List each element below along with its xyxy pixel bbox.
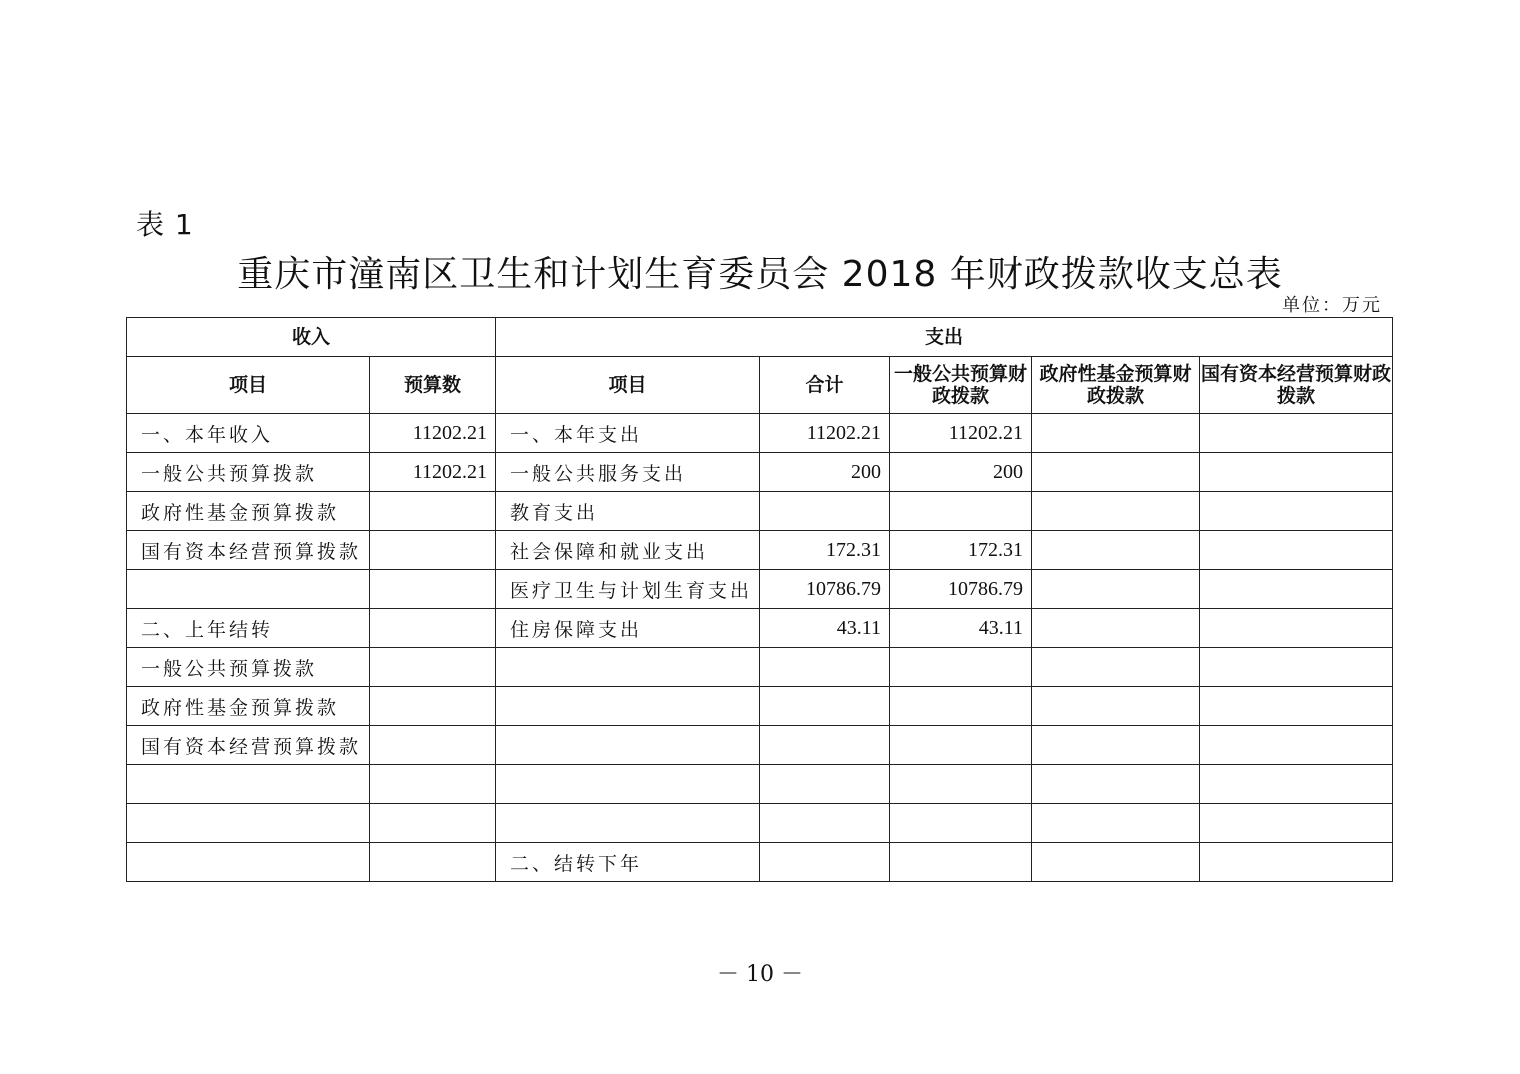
state-capital-cell — [1200, 726, 1393, 765]
expense-item-cell — [496, 765, 760, 804]
state-capital-cell — [1200, 648, 1393, 687]
table-row — [127, 648, 1393, 687]
income-item-cell: 国有资本经营预算拨款 — [127, 531, 370, 570]
expense-item-cell: 社会保障和就业支出 — [496, 531, 760, 570]
expense-item-cell: 住房保障支出 — [496, 609, 760, 648]
state-capital-cell — [1200, 765, 1393, 804]
expense-item-cell — [496, 726, 760, 765]
income-item-cell: 一、本年收入 — [127, 414, 370, 453]
expense-item-cell: 一般公共服务支出 — [496, 453, 760, 492]
total-cell — [760, 687, 890, 726]
income-item-cell — [127, 570, 370, 609]
income-budget-cell — [370, 570, 496, 609]
gov-fund-cell — [1032, 843, 1200, 882]
total-header: 合计 — [760, 357, 890, 414]
gov-fund-cell — [1032, 726, 1200, 765]
gov-fund-cell — [1032, 453, 1200, 492]
expense-header: 支出 — [496, 318, 1393, 357]
general-budget-cell — [890, 648, 1032, 687]
income-budget-cell — [370, 609, 496, 648]
income-budget-cell — [370, 843, 496, 882]
state-capital-cell — [1200, 414, 1393, 453]
total-cell — [760, 843, 890, 882]
table-row — [127, 765, 1393, 804]
gov-fund-cell — [1032, 492, 1200, 531]
gov-fund-cell — [1032, 609, 1200, 648]
state-capital-cell — [1200, 609, 1393, 648]
total-cell: 11202.21 — [760, 414, 890, 453]
gov-fund-cell — [1032, 570, 1200, 609]
state-capital-cell — [1200, 492, 1393, 531]
general-budget-cell — [890, 492, 1032, 531]
expense-item-cell — [496, 687, 760, 726]
total-cell: 10786.79 — [760, 570, 890, 609]
income-item-cell: 一般公共预算拨款 — [127, 648, 370, 687]
table-label: 表 1 — [136, 208, 194, 241]
table-row — [127, 453, 1393, 492]
income-budget-cell — [370, 726, 496, 765]
gov-fund-header: 政府性基金预算财政拨款 — [1032, 357, 1200, 414]
unit-label: 单位：万元 — [1282, 295, 1382, 316]
expense-item-cell: 医疗卫生与计划生育支出 — [496, 570, 760, 609]
state-capital-cell — [1200, 570, 1393, 609]
state-capital-cell — [1200, 531, 1393, 570]
table-row — [127, 609, 1393, 648]
income-budget-cell: 11202.21 — [370, 453, 496, 492]
general-budget-cell — [890, 843, 1032, 882]
income-budget-cell — [370, 765, 496, 804]
income-item-cell: 政府性基金预算拨款 — [127, 687, 370, 726]
gov-fund-cell — [1032, 687, 1200, 726]
income-budget-cell — [370, 687, 496, 726]
total-cell: 172.31 — [760, 531, 890, 570]
income-budget-cell — [370, 804, 496, 843]
income-item-cell: 国有资本经营预算拨款 — [127, 726, 370, 765]
state-capital-header: 国有资本经营预算财政拨款 — [1200, 357, 1393, 414]
income-budget-cell — [370, 648, 496, 687]
income-item-cell: 二、上年结转 — [127, 609, 370, 648]
total-cell: 43.11 — [760, 609, 890, 648]
income-item-cell — [127, 843, 370, 882]
expense-item-cell: 一、本年支出 — [496, 414, 760, 453]
income-budget-header: 预算数 — [370, 357, 496, 414]
expense-item-cell — [496, 648, 760, 687]
table-row — [127, 843, 1393, 882]
general-budget-cell: 200 — [890, 453, 1032, 492]
expense-item-cell: 教育支出 — [496, 492, 760, 531]
gov-fund-cell — [1032, 804, 1200, 843]
income-budget-cell — [370, 531, 496, 570]
income-item-cell — [127, 804, 370, 843]
state-capital-cell — [1200, 453, 1393, 492]
general-budget-cell: 11202.21 — [890, 414, 1032, 453]
total-cell — [760, 804, 890, 843]
general-budget-cell — [890, 687, 1032, 726]
income-header: 收入 — [127, 318, 496, 357]
general-budget-cell: 43.11 — [890, 609, 1032, 648]
general-budget-cell — [890, 726, 1032, 765]
table-row — [127, 726, 1393, 765]
gov-fund-cell — [1032, 765, 1200, 804]
gov-fund-cell — [1032, 414, 1200, 453]
income-item-cell: 一般公共预算拨款 — [127, 453, 370, 492]
total-cell: 200 — [760, 453, 890, 492]
expense-item-header: 项目 — [496, 357, 760, 414]
total-cell — [760, 492, 890, 531]
general-budget-cell: 10786.79 — [890, 570, 1032, 609]
general-budget-cell — [890, 765, 1032, 804]
total-cell — [760, 765, 890, 804]
income-item-cell: 政府性基金预算拨款 — [127, 492, 370, 531]
table-row — [127, 531, 1393, 570]
page-number: － 10 － — [717, 962, 803, 987]
table-row — [127, 570, 1393, 609]
state-capital-cell — [1200, 687, 1393, 726]
general-budget-cell — [890, 804, 1032, 843]
total-cell — [760, 648, 890, 687]
table-row — [127, 804, 1393, 843]
general-budget-cell: 172.31 — [890, 531, 1032, 570]
income-item-cell — [127, 765, 370, 804]
table-row — [127, 414, 1393, 453]
expense-item-cell: 二、结转下年 — [496, 843, 760, 882]
state-capital-cell — [1200, 843, 1393, 882]
income-budget-cell — [370, 492, 496, 531]
gov-fund-cell — [1032, 648, 1200, 687]
income-budget-cell: 11202.21 — [370, 414, 496, 453]
budget-summary-table — [126, 317, 1393, 882]
total-cell — [760, 726, 890, 765]
gov-fund-cell — [1032, 531, 1200, 570]
income-item-header: 项目 — [127, 357, 370, 414]
table-row — [127, 687, 1393, 726]
expense-item-cell — [496, 804, 760, 843]
general-budget-header: 一般公共预算财政拨款 — [890, 357, 1032, 414]
state-capital-cell — [1200, 804, 1393, 843]
document-title: 重庆市潼南区卫生和计划生育委员会 2018 年财政拨款收支总表 — [237, 254, 1283, 295]
table-row — [127, 492, 1393, 531]
